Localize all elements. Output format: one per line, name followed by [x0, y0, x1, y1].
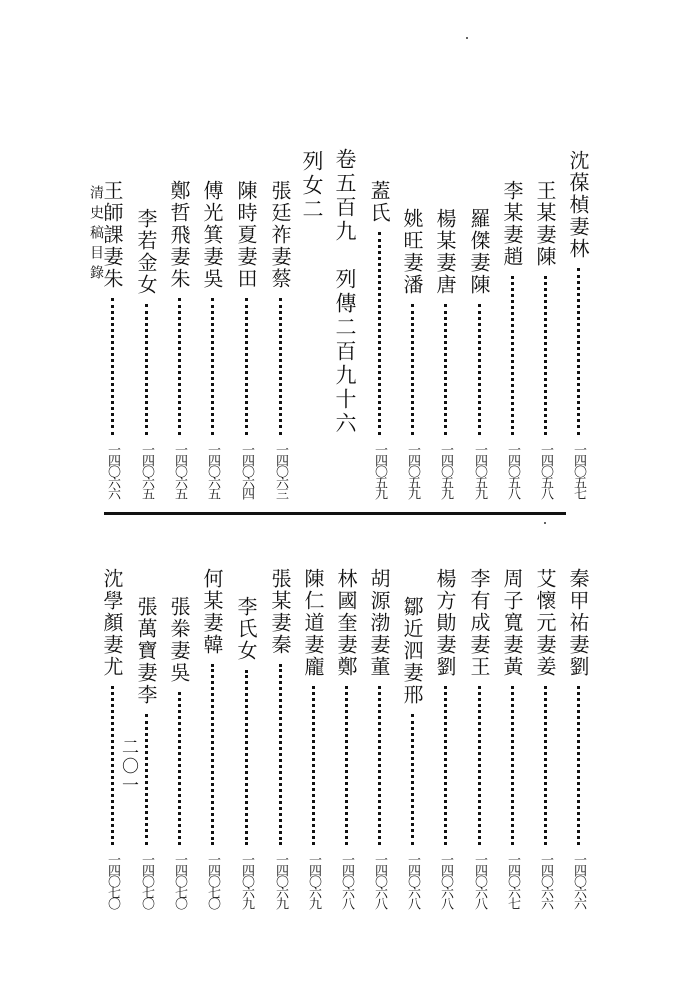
entry-page: 一四〇五八 [505, 443, 520, 498]
entry-name: 周子寬妻黃 [500, 568, 524, 678]
toc-entry [134, 208, 158, 498]
entry-page: 一四〇七〇 [105, 853, 120, 908]
dot-leader [145, 304, 148, 435]
dot-leader [511, 276, 514, 435]
entry-page: 一四〇六五 [139, 443, 154, 498]
dot-leader [478, 686, 481, 845]
toc-entry [533, 568, 557, 908]
entry-page: 一四〇六九 [273, 853, 288, 908]
entry-page: 一四〇五九 [472, 443, 487, 498]
entry-name: 王某妻陳 [533, 180, 557, 268]
dot-leader [345, 686, 348, 845]
toc-entry [167, 596, 191, 908]
toc-entry [400, 208, 424, 498]
entry-page: 一四〇六五 [172, 443, 187, 498]
dot-leader [444, 304, 447, 435]
dot-leader [544, 686, 547, 845]
entry-name: 沈學顏妻尤 [100, 568, 124, 678]
dot-leader [178, 298, 181, 435]
entry-name: 楊某妻唐 [433, 208, 457, 296]
dot-leader [279, 298, 282, 435]
entry-name: 陳仁道妻龐 [301, 568, 325, 678]
entry-name: 楊方勛妻劉 [433, 568, 457, 678]
entry-page: 一四〇七〇 [139, 853, 154, 908]
entry-name: 李有成妻王 [467, 568, 491, 678]
book-title: 清史稿目錄 [88, 185, 104, 285]
entry-name: 張萬寶妻李 [134, 596, 158, 706]
toc-entry [200, 180, 224, 498]
dot-leader [111, 686, 114, 845]
toc-entry [301, 568, 325, 908]
entry-page: 一四〇六三 [273, 443, 288, 498]
toc-entry [268, 568, 292, 908]
entry-name: 鄭哲飛妻朱 [167, 180, 191, 290]
entry-page: 一四〇六四 [239, 443, 254, 498]
toc-entry [334, 568, 358, 908]
entry-page: 一四〇六五 [205, 443, 220, 498]
dot-leader [245, 670, 248, 845]
dot-leader [279, 664, 282, 845]
toc-entry [167, 180, 191, 498]
entry-page: 一四〇六八 [339, 853, 354, 908]
entry-name: 艾懷元妻姜 [533, 568, 557, 678]
toc-entry [566, 150, 590, 498]
toc-entry [566, 568, 590, 908]
entry-name: 張桊妻吳 [167, 596, 191, 684]
toc-entry [234, 596, 258, 908]
entry-page: 一四〇七〇 [172, 853, 187, 908]
entry-page: 一四〇六六 [105, 443, 120, 498]
scan-speck [466, 37, 468, 39]
toc-entry [100, 180, 124, 498]
dot-leader [577, 268, 580, 435]
dot-leader [178, 692, 181, 845]
entry-page: 一四〇七〇 [205, 853, 220, 908]
entry-name: 沈葆楨妻林 [566, 150, 590, 260]
section-heading: 列女二 [300, 150, 324, 222]
entry-page: 一四〇六六 [571, 853, 586, 908]
entry-name: 王師課妻朱 [100, 180, 124, 290]
scan-speck [544, 522, 546, 524]
entry-page: 一四〇五九 [372, 443, 387, 498]
toc-entry [200, 568, 224, 908]
entry-name: 張某妻秦 [268, 568, 292, 656]
toc-entry [467, 568, 491, 908]
entry-page: 一四〇六七 [505, 853, 520, 908]
entry-name: 胡源渤妻董 [367, 568, 391, 678]
entry-page: 一四〇六八 [438, 853, 453, 908]
entry-name: 姚旺妻潘 [400, 208, 424, 296]
dot-leader [511, 686, 514, 845]
section-divider [104, 512, 566, 515]
entry-name: 傅光箕妻吳 [200, 180, 224, 290]
entry-name: 陳時夏妻田 [234, 180, 258, 290]
entry-name: 李某妻趙 [500, 180, 524, 268]
entry-page: 一四〇五七 [571, 443, 586, 498]
toc-entry [500, 568, 524, 908]
entry-page: 一四〇六八 [472, 853, 487, 908]
entry-name: 秦甲祐妻劉 [566, 568, 590, 678]
toc-entry [268, 180, 292, 498]
entry-name: 蓋氏 [367, 180, 391, 224]
dot-leader [411, 304, 414, 435]
entry-name: 羅傑妻陳 [467, 208, 491, 296]
dot-leader [411, 714, 414, 845]
toc-entry [367, 180, 391, 498]
dot-leader [211, 664, 214, 845]
entry-page: 一四〇六八 [405, 853, 420, 908]
entry-name: 林國奎妻鄭 [334, 568, 358, 678]
entry-page: 一四〇六八 [372, 853, 387, 908]
page-number: 二〇一 [118, 738, 138, 795]
entry-name: 何某妻韓 [200, 568, 224, 656]
entry-name: 李氏女 [234, 596, 258, 662]
dot-leader [544, 276, 547, 435]
dot-leader [577, 686, 580, 845]
entry-name: 李若金女 [134, 208, 158, 296]
dot-leader [245, 298, 248, 435]
toc-entry [400, 596, 424, 908]
toc-entry [433, 568, 457, 908]
entry-page: 一四〇六九 [306, 853, 321, 908]
toc-entry [467, 208, 491, 498]
dot-leader [444, 686, 447, 845]
entry-page: 一四〇六九 [239, 853, 254, 908]
entry-page: 一四〇五八 [538, 443, 553, 498]
entry-page: 一四〇五九 [438, 443, 453, 498]
entry-page: 一四〇六六 [538, 853, 553, 908]
entry-name: 張廷祚妻蔡 [268, 180, 292, 290]
toc-entry [367, 568, 391, 908]
toc-entry [433, 208, 457, 498]
dot-leader [478, 304, 481, 435]
entry-page: 一四〇五九 [405, 443, 420, 498]
dot-leader [211, 298, 214, 435]
dot-leader [378, 232, 381, 435]
dot-leader [378, 686, 381, 845]
toc-entry [533, 180, 557, 498]
dot-leader [145, 714, 148, 845]
toc-entry [500, 180, 524, 498]
volume-heading: 卷五百九 列傳二百九十六 [333, 148, 357, 436]
dot-leader [111, 298, 114, 435]
dot-leader [312, 686, 315, 845]
toc-entry [234, 180, 258, 498]
entry-name: 鄒近泗妻邢 [400, 596, 424, 706]
